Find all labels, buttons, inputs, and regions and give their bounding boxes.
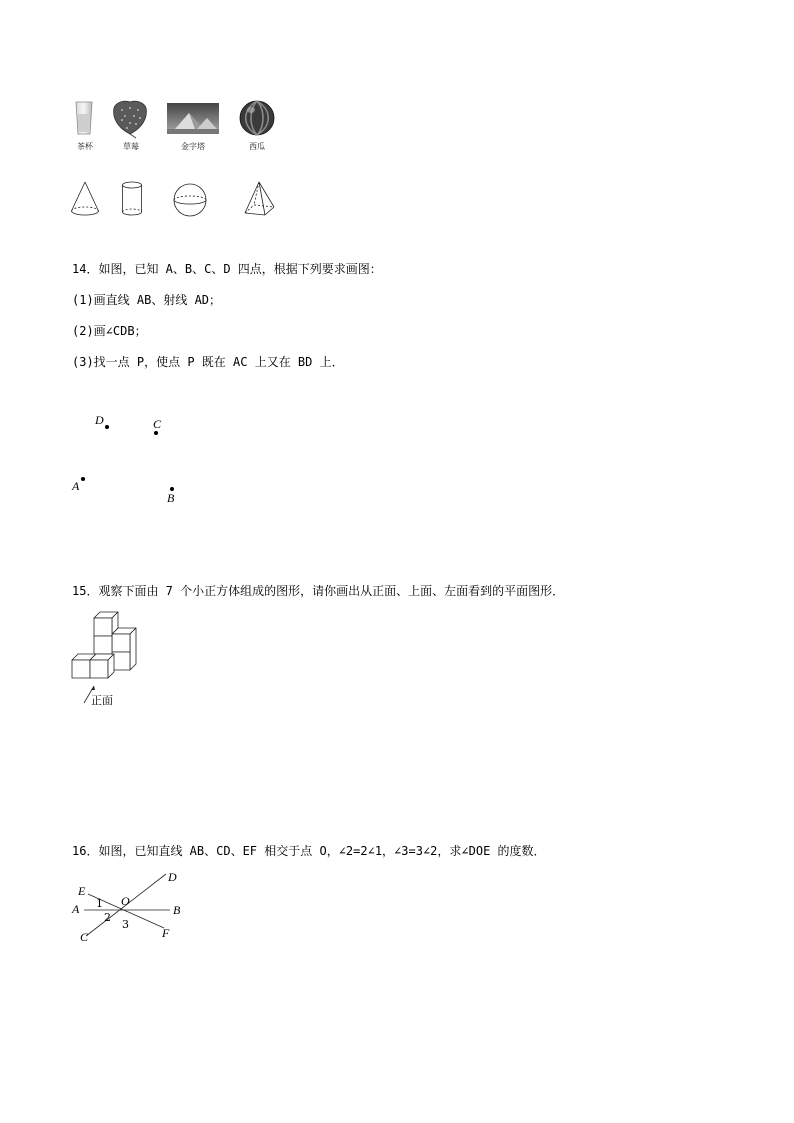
q14-stem: 14．如图，已知 A、B、C、D 四点，根据下列要求画图： xyxy=(72,262,382,276)
front-view-label: 正面 xyxy=(91,694,113,707)
q16-stem: 16．如图，已知直线 AB、CD、EF 相交于点 O，∠2=2∠1，∠3=3∠2，求∠DOE 的度数． xyxy=(72,844,546,858)
point-label-c: C xyxy=(153,417,162,431)
fig16-angle-1: 1 xyxy=(96,897,103,910)
object-label-pyramid: 金字塔 xyxy=(181,142,205,151)
point-a xyxy=(81,477,85,481)
cone-icon xyxy=(70,181,100,217)
point-label-d: D xyxy=(95,413,104,427)
object-label-strawberry: 草莓 xyxy=(123,142,139,151)
fig16-angle-3: 3 xyxy=(122,918,129,931)
object-label-watermelon: 西瓜 xyxy=(249,142,265,151)
tea-cup-icon xyxy=(74,100,94,136)
point-c xyxy=(154,431,158,435)
cube-stack-figure xyxy=(70,604,140,704)
point-d xyxy=(105,425,109,429)
pyramid-solid-icon xyxy=(243,181,277,217)
watermelon-icon xyxy=(239,100,275,136)
fig16-label-b: B xyxy=(173,903,181,917)
fig16-label-c: C xyxy=(80,930,89,944)
q14-part-1: (1)画直线 AB、射线 AD； xyxy=(72,293,222,307)
point-label-b: B xyxy=(167,491,175,505)
q15-stem: 15．观察下面由 7 个小正方体组成的图形，请你画出从正面、上面、左面看到的平面图形． xyxy=(72,584,565,598)
pyramid-photo-icon xyxy=(167,103,219,134)
q14-part-2: (2)画∠CDB； xyxy=(72,324,147,338)
fig16-angle-2: 2 xyxy=(104,911,111,924)
fig16-label-f: F xyxy=(162,926,170,940)
q14-part-3: (3)找一点 P，使点 P 既在 AC 上又在 BD 上． xyxy=(72,355,344,369)
fig16-label-a: A xyxy=(72,902,80,916)
fig16-label-e: E xyxy=(78,884,86,898)
sphere-icon xyxy=(171,183,209,217)
point-label-a: A xyxy=(72,479,80,493)
fig16-label-o: O xyxy=(121,894,130,908)
strawberry-icon xyxy=(110,98,150,136)
object-label-tea-cup: 茶杯 xyxy=(77,142,93,151)
fig16-label-d: D xyxy=(168,870,177,884)
cylinder-icon xyxy=(121,181,143,217)
